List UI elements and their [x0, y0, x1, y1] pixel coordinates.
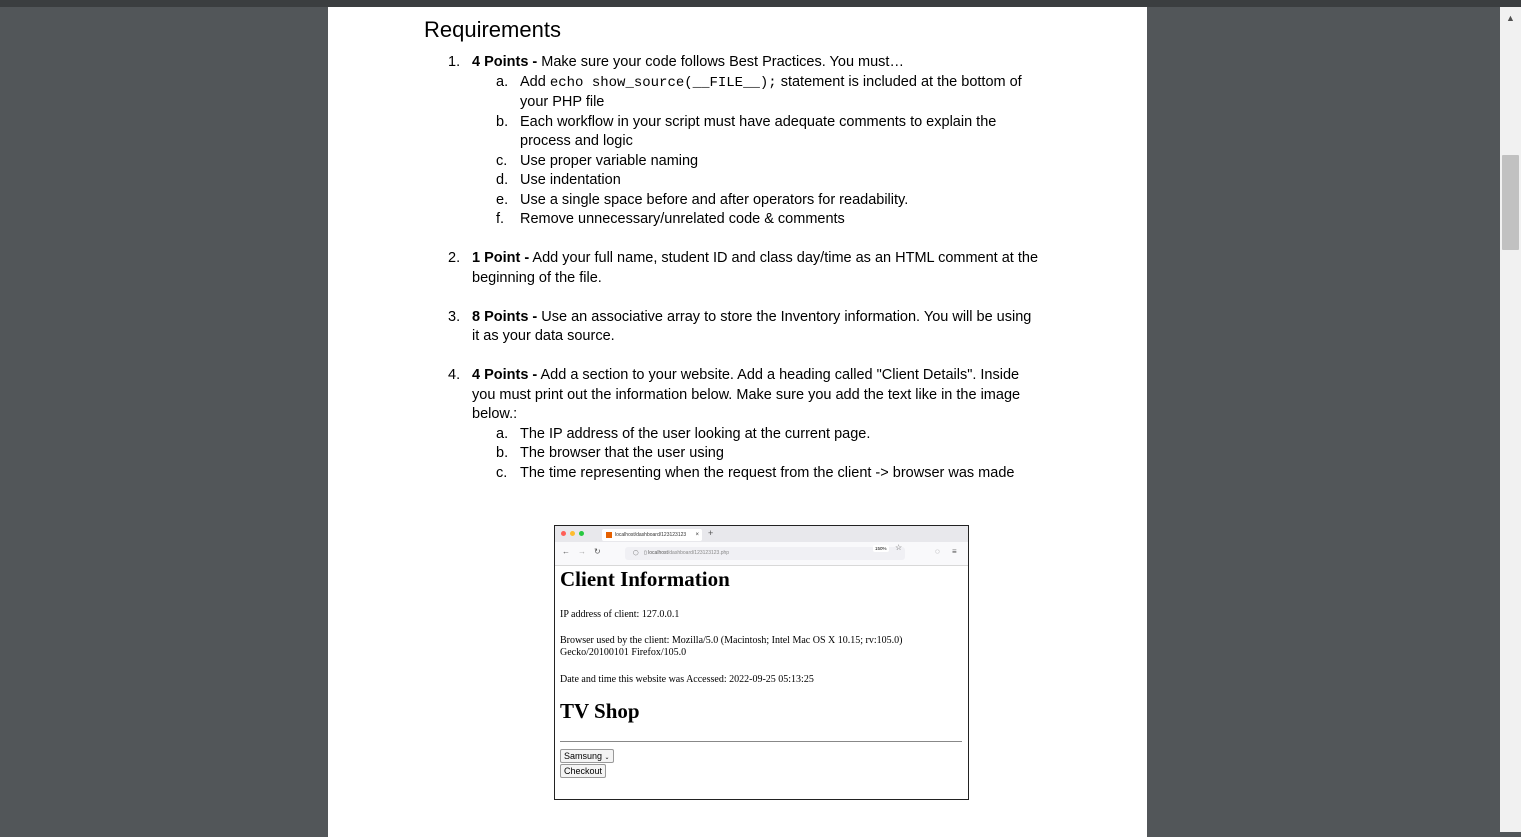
select-value: Samsung	[564, 751, 603, 761]
req3-line2: it as your data source.	[472, 328, 615, 344]
req1-item-letter: e.	[496, 192, 509, 208]
brand-select	[560, 749, 614, 763]
url-path: /dashboard/123123123.php	[667, 550, 730, 556]
req1-item-b-cont: process and logic	[520, 133, 633, 149]
req1-item-letter: a.	[496, 74, 509, 90]
reload-icon: ↻	[594, 547, 601, 556]
req2-number: 2.	[448, 250, 461, 266]
client-information-heading: Client Information	[560, 567, 730, 591]
pocket-icon: ◌	[935, 547, 940, 556]
checkout-button: Checkout	[560, 764, 606, 778]
browser-nav-bar	[555, 542, 968, 566]
req1-item-a	[520, 72, 1022, 93]
zoom-badge: 150%	[875, 546, 887, 551]
viewer-top-bar	[0, 0, 1521, 7]
req4-text: Add a section to your website. Add a heading called "Client Details". Inside	[537, 367, 1020, 383]
tab-close-icon: ×	[695, 532, 699, 538]
browser-line1: Browser used by the client: Mozilla/5.0 (Macintosh; Intel Mac OS X 10.15; rv:105.0)	[560, 635, 903, 646]
page-icon: ▯	[644, 550, 647, 556]
document-page	[328, 7, 1147, 837]
req4-item-letter: c.	[496, 465, 508, 481]
browser-tab-bar	[555, 526, 968, 542]
close-dot-icon	[561, 531, 566, 536]
req4-line2: you must print out the information below. Make sure you add the text like in the image	[472, 387, 1021, 403]
req2-points: 1 Point -	[472, 250, 530, 266]
req3-line1	[472, 307, 1031, 327]
req4-item-letter: a.	[496, 426, 509, 442]
req1-item-b: Each workflow in your script must have adequate comments to explain the	[520, 114, 997, 130]
req4-item-c: The time representing when the request from the client -> browser was made	[520, 465, 1015, 481]
req1-item-f: Remove unnecessary/unrelated code & comments	[520, 211, 845, 227]
req4-item-letter: b.	[496, 445, 509, 461]
maximize-dot-icon	[579, 531, 584, 536]
req1-item-d: Use indentation	[520, 172, 621, 188]
req1-item-a-pre: Add	[520, 74, 550, 90]
req2-line1	[472, 248, 1038, 268]
chevron-down-icon: ⌄	[604, 755, 610, 761]
req1-line	[472, 52, 904, 72]
divider	[560, 741, 962, 743]
menu-icon: ≡	[952, 547, 957, 556]
req4-line1	[472, 365, 1019, 385]
req4-item-b: The browser that the user using	[520, 445, 724, 461]
req1-item-a-cont: your PHP file	[520, 94, 605, 110]
req1-item-letter: f.	[496, 211, 505, 227]
req3-points: 8 Points -	[472, 309, 538, 325]
req3-number: 3.	[448, 309, 461, 325]
tab-title: localhost/dashboard/123123123	[615, 532, 687, 538]
req4-line3: below.:	[472, 406, 518, 422]
shield-icon: ◯	[633, 550, 639, 556]
req1-item-letter: d.	[496, 172, 509, 188]
ip-line: IP address of client: 127.0.0.1	[560, 609, 680, 620]
browser-tab	[602, 529, 702, 541]
req1-item-a-post: statement is included at the bottom of	[776, 74, 1022, 90]
req2-line2: beginning of the file.	[472, 270, 602, 286]
req1-item-letter: c.	[496, 153, 508, 169]
new-tab-icon: +	[708, 528, 714, 538]
forward-icon: →	[578, 547, 586, 556]
bookmark-star-icon: ☆	[895, 543, 903, 552]
tv-shop-heading: TV Shop	[560, 699, 640, 723]
req1-item-letter: b.	[496, 114, 509, 130]
req1-points: 4 Points -	[472, 54, 538, 70]
req4-item-a: The IP address of the user looking at the current page.	[520, 426, 871, 442]
url-bar	[625, 547, 905, 560]
req1-text: Make sure your code follows Best Practices. You must…	[537, 54, 904, 70]
code-snippet: echo show_source(__FILE__);	[549, 75, 777, 91]
req4-points: 4 Points -	[472, 367, 538, 383]
req1-item-c: Use proper variable naming	[520, 153, 699, 169]
req2-text: Add your full name, student ID and class day/time as an HTML comment at the	[529, 250, 1039, 266]
vertical-scrollbar[interactable]	[1500, 7, 1521, 832]
minimize-dot-icon	[570, 531, 575, 536]
back-icon: ←	[562, 547, 570, 556]
favicon-icon	[606, 532, 612, 538]
req3-text: Use an associative array to store the Inventory information. You will be using	[537, 309, 1032, 325]
scroll-up-arrow-icon[interactable]: ▲	[1506, 13, 1515, 23]
req1-number: 1.	[448, 54, 461, 70]
req4-number: 4.	[448, 367, 461, 383]
browser-line2: Gecko/20100101 Firefox/105.0	[560, 647, 687, 658]
page-title: Requirements	[424, 17, 561, 42]
req1-item-e: Use a single space before and after operators for readability.	[520, 192, 909, 208]
url-host: localhost	[648, 550, 668, 556]
scroll-thumb[interactable]	[1502, 155, 1519, 250]
embedded-browser-screenshot	[554, 525, 969, 800]
date-line: Date and time this website was Accessed: 2022-09-25 05:13:25	[560, 674, 814, 685]
